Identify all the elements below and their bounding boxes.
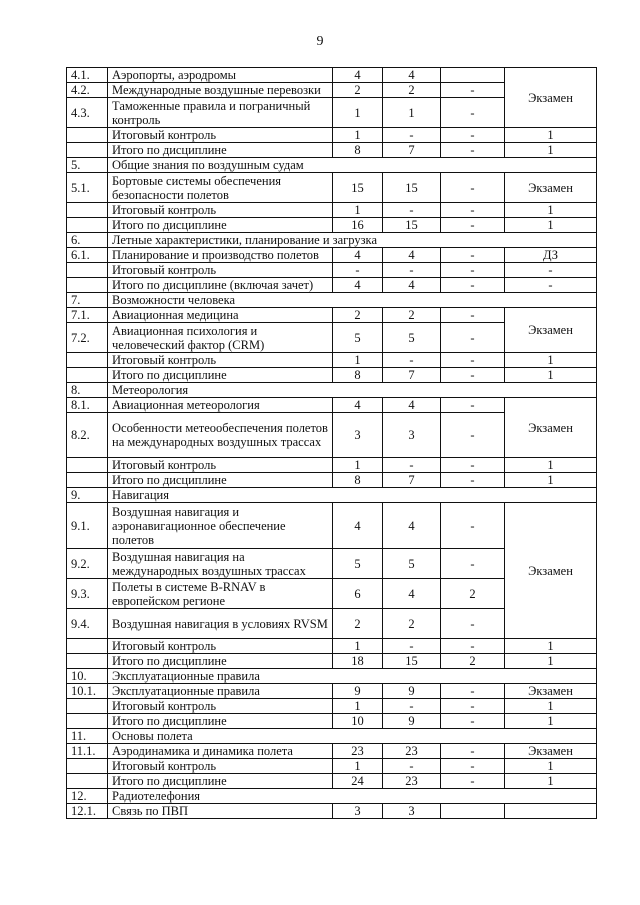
row-number: 6.1. [67,248,108,263]
hours-theory: 23 [383,774,441,789]
row-title: Аэропорты, аэродромы [108,68,333,83]
row-title: Итого по дисциплине [108,714,333,729]
assessment-form: 1 [505,353,597,368]
hours-theory: 2 [383,308,441,323]
row-number [67,203,108,218]
hours-total: 1 [333,98,383,128]
assessment-form: - [505,278,597,293]
table-row [67,639,597,654]
hours-theory: 7 [383,143,441,158]
section-row [67,729,597,744]
table-row [67,218,597,233]
hours-total: 5 [333,323,383,353]
hours-total: 1 [333,759,383,774]
hours-theory: 7 [383,473,441,488]
assessment-form: 1 [505,203,597,218]
assessment-form: 1 [505,368,597,383]
table-row [67,503,597,549]
hours-theory: 4 [383,248,441,263]
hours-total: 16 [333,218,383,233]
row-number: 9.2. [67,549,108,579]
row-number: 9.1. [67,503,108,549]
row-number: 4.1. [67,68,108,83]
section-row [67,383,597,398]
hours-total: 4 [333,503,383,549]
section-number: 9. [67,488,108,503]
hours-practice: - [441,128,505,143]
row-number: 11.1. [67,744,108,759]
hours-total: 1 [333,458,383,473]
curriculum-table [66,67,597,819]
row-number [67,218,108,233]
hours-total: 3 [333,413,383,458]
row-number [67,699,108,714]
hours-practice: - [441,308,505,323]
assessment-form: Экзамен [505,684,597,699]
row-title: Полеты в системе B-RNAV в европейском регионе [108,579,333,609]
row-number [67,759,108,774]
table-row [67,248,597,263]
row-title: Связь по ПВП [108,804,333,819]
hours-total: - [333,263,383,278]
hours-practice: - [441,458,505,473]
row-title: Итого по дисциплине [108,654,333,669]
hours-theory: - [383,203,441,218]
section-number: 6. [67,233,108,248]
hours-practice: - [441,774,505,789]
table-row [67,143,597,158]
section-row [67,233,597,248]
hours-practice: - [441,143,505,158]
assessment-form: 1 [505,639,597,654]
assessment-form: Экзамен [505,68,597,128]
hours-theory: 5 [383,549,441,579]
table-row [67,278,597,293]
assessment-form: 1 [505,218,597,233]
assessment-form: ДЗ [505,248,597,263]
row-number [67,714,108,729]
hours-total: 18 [333,654,383,669]
hours-theory: 2 [383,83,441,98]
table-row [67,759,597,774]
hours-theory: 3 [383,804,441,819]
hours-total: 1 [333,203,383,218]
row-title: Планирование и производство полетов [108,248,333,263]
hours-practice: - [441,323,505,353]
hours-practice: - [441,413,505,458]
row-title: Бортовые системы обеспечения безопасности полетов [108,173,333,203]
hours-total: 6 [333,579,383,609]
assessment-form: 1 [505,759,597,774]
hours-total: 15 [333,173,383,203]
assessment-form: 1 [505,654,597,669]
hours-practice [441,68,505,83]
section-number: 12. [67,789,108,804]
assessment-form: 1 [505,128,597,143]
row-number [67,639,108,654]
row-number: 7.1. [67,308,108,323]
row-title: Итоговый контроль [108,639,333,654]
row-title: Итого по дисциплине [108,368,333,383]
hours-practice: - [441,278,505,293]
hours-total: 2 [333,308,383,323]
hours-practice: - [441,353,505,368]
assessment-form: - [505,263,597,278]
row-number: 5.1. [67,173,108,203]
hours-total: 8 [333,143,383,158]
row-number [67,774,108,789]
table-row [67,473,597,488]
table-row [67,368,597,383]
table-row [67,173,597,203]
hours-practice: - [441,549,505,579]
section-title: Метеорология [108,383,597,398]
row-title: Итоговый контроль [108,759,333,774]
section-title: Общие знания по воздушным судам [108,158,597,173]
row-title: Особенности метеообеспечения полетов на международных воздушных трассах [108,413,333,458]
hours-theory: 4 [383,278,441,293]
table-row [67,263,597,278]
table-row [67,744,597,759]
hours-total: 3 [333,804,383,819]
hours-theory: - [383,353,441,368]
assessment-form: 1 [505,143,597,158]
hours-total: 1 [333,639,383,654]
table-row [67,684,597,699]
hours-total: 10 [333,714,383,729]
assessment-form: 1 [505,699,597,714]
hours-theory: - [383,639,441,654]
hours-total: 2 [333,83,383,98]
hours-theory: 4 [383,68,441,83]
hours-practice: - [441,684,505,699]
row-title: Итоговый контроль [108,263,333,278]
hours-theory: 9 [383,684,441,699]
hours-practice: - [441,263,505,278]
section-row [67,158,597,173]
hours-total: 8 [333,368,383,383]
hours-practice [441,804,505,819]
hours-total: 4 [333,278,383,293]
hours-theory: - [383,699,441,714]
row-number: 4.3. [67,98,108,128]
hours-theory: 15 [383,654,441,669]
row-number: 7.2. [67,323,108,353]
hours-practice: - [441,714,505,729]
row-title: Воздушная навигация и аэронавигационное обеспечение полетов [108,503,333,549]
table-row [67,398,597,413]
assessment-form: 1 [505,714,597,729]
hours-theory: 4 [383,398,441,413]
row-title: Итоговый контроль [108,699,333,714]
table-row [67,203,597,218]
row-title: Эксплуатационные правила [108,684,333,699]
hours-theory: 23 [383,744,441,759]
section-title: Основы полета [108,729,597,744]
hours-total: 1 [333,699,383,714]
hours-practice: - [441,98,505,128]
hours-practice: - [441,83,505,98]
table-row [67,308,597,323]
hours-practice: 2 [441,579,505,609]
section-number: 11. [67,729,108,744]
hours-theory: 3 [383,413,441,458]
hours-theory: - [383,458,441,473]
hours-total: 4 [333,68,383,83]
section-row [67,293,597,308]
row-number [67,368,108,383]
row-title: Итого по дисциплине [108,473,333,488]
row-number: 8.1. [67,398,108,413]
hours-theory: 7 [383,368,441,383]
hours-practice: - [441,609,505,639]
hours-practice: - [441,744,505,759]
hours-total: 4 [333,398,383,413]
row-number: 9.3. [67,579,108,609]
hours-theory: 4 [383,503,441,549]
hours-total: 24 [333,774,383,789]
row-title: Итого по дисциплине (включая зачет) [108,278,333,293]
hours-theory: 15 [383,173,441,203]
assessment-form: Экзамен [505,308,597,353]
row-title: Авиационная метеорология [108,398,333,413]
assessment-form: Экзамен [505,173,597,203]
section-row [67,488,597,503]
hours-total: 23 [333,744,383,759]
hours-total: 1 [333,128,383,143]
row-title: Итого по дисциплине [108,218,333,233]
row-title: Итоговый контроль [108,458,333,473]
row-number: 10.1. [67,684,108,699]
hours-practice: 2 [441,654,505,669]
assessment-form: Экзамен [505,503,597,639]
hours-theory: 9 [383,714,441,729]
row-title: Итоговый контроль [108,203,333,218]
hours-practice: - [441,203,505,218]
hours-theory: - [383,759,441,774]
row-title: Воздушная навигация в условиях RVSM [108,609,333,639]
hours-theory: - [383,128,441,143]
section-number: 7. [67,293,108,308]
row-title: Таможенные правила и пограничный контроль [108,98,333,128]
hours-theory: 4 [383,579,441,609]
table-row [67,714,597,729]
hours-theory: 15 [383,218,441,233]
row-number [67,128,108,143]
hours-theory: 1 [383,98,441,128]
row-title: Итого по дисциплине [108,774,333,789]
hours-practice: - [441,699,505,714]
row-title: Итого по дисциплине [108,143,333,158]
table-row [67,458,597,473]
section-title: Радиотелефония [108,789,597,804]
row-title: Международные воздушные перевозки [108,83,333,98]
row-number [67,143,108,158]
hours-theory: 5 [383,323,441,353]
assessment-form: Экзамен [505,744,597,759]
assessment-form: 1 [505,458,597,473]
section-title: Возможности человека [108,293,597,308]
hours-total: 8 [333,473,383,488]
row-number [67,654,108,669]
row-number [67,473,108,488]
assessment-form: 1 [505,473,597,488]
hours-practice: - [441,759,505,774]
row-number: 12.1. [67,804,108,819]
row-number [67,353,108,368]
section-row [67,669,597,684]
row-number [67,278,108,293]
hours-total: 5 [333,549,383,579]
hours-practice: - [441,398,505,413]
section-row [67,789,597,804]
row-number [67,458,108,473]
hours-practice: - [441,368,505,383]
hours-total: 1 [333,353,383,368]
section-title: Эксплуатационные правила [108,669,597,684]
hours-total: 2 [333,609,383,639]
row-number [67,263,108,278]
hours-practice: - [441,639,505,654]
row-number: 8.2. [67,413,108,458]
row-title: Итоговый контроль [108,353,333,368]
table-row [67,774,597,789]
hours-theory: - [383,263,441,278]
row-title: Авиационная медицина [108,308,333,323]
section-title: Летные характеристики, планирование и загрузка [108,233,597,248]
row-title: Аэродинамика и динамика полета [108,744,333,759]
assessment-form [505,804,597,819]
table-row [67,804,597,819]
table-row [67,128,597,143]
assessment-form: Экзамен [505,398,597,458]
table-row [67,654,597,669]
hours-total: 9 [333,684,383,699]
section-title: Навигация [108,488,597,503]
row-title: Воздушная навигация на международных воздушных трассах [108,549,333,579]
table-row [67,699,597,714]
hours-theory: 2 [383,609,441,639]
assessment-form: 1 [505,774,597,789]
section-number: 10. [67,669,108,684]
table-row [67,68,597,83]
section-number: 8. [67,383,108,398]
row-number: 4.2. [67,83,108,98]
page-number: 9 [316,34,324,49]
hours-practice: - [441,248,505,263]
hours-practice: - [441,218,505,233]
hours-practice: - [441,173,505,203]
table-row [67,353,597,368]
hours-practice: - [441,473,505,488]
hours-total: 4 [333,248,383,263]
section-number: 5. [67,158,108,173]
row-title: Итоговый контроль [108,128,333,143]
hours-practice: - [441,503,505,549]
row-number: 9.4. [67,609,108,639]
row-title: Авиационная психология и человеческий фактор (CRM) [108,323,333,353]
